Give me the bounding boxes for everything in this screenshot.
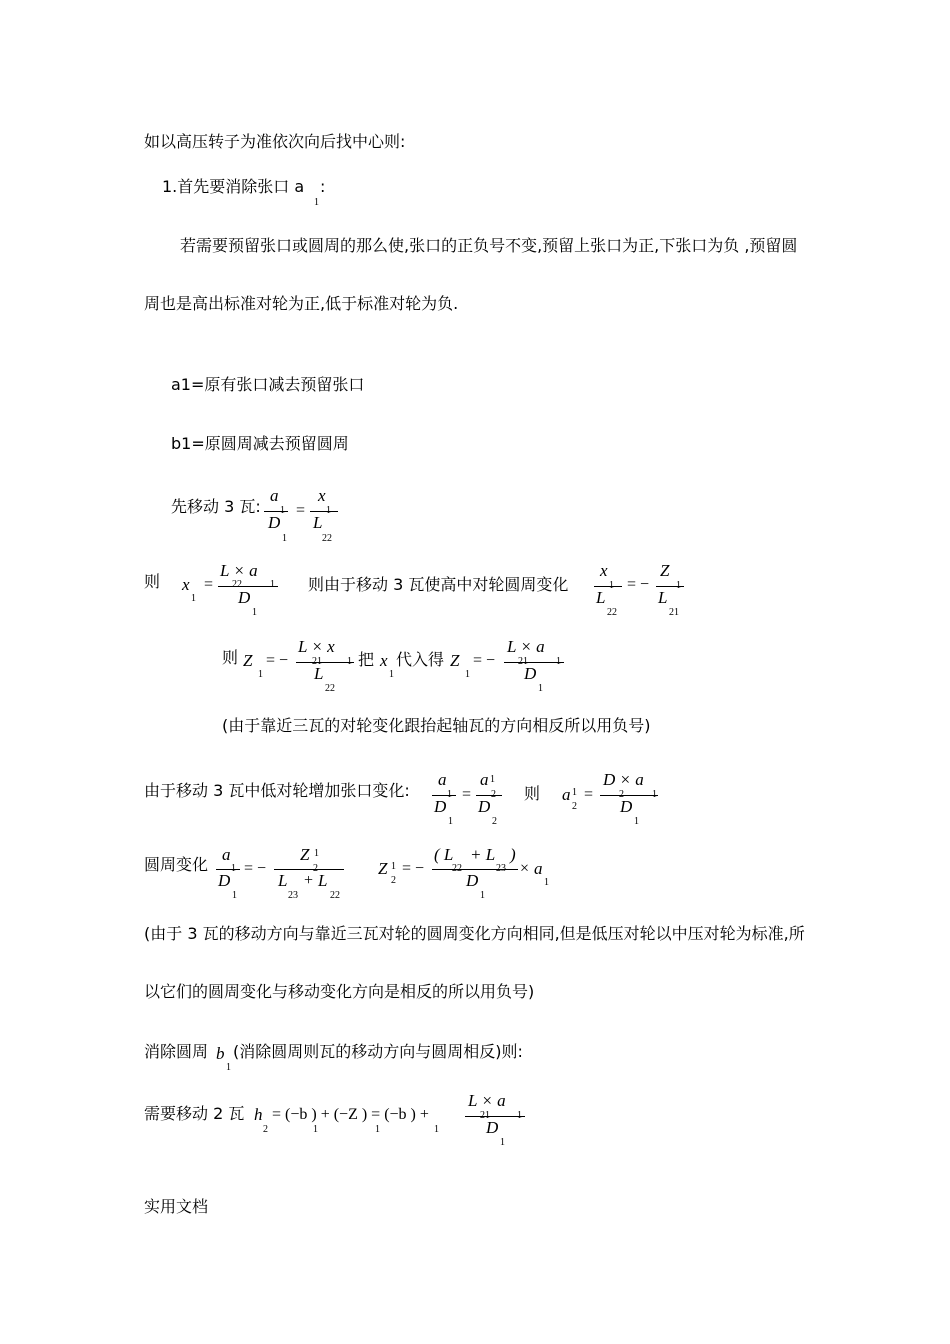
eq2-num: L × a — [220, 561, 258, 580]
eq1-den-D: D — [268, 513, 281, 532]
circumference-change-label: 圆周变化 — [144, 855, 209, 874]
then-label: 则 — [144, 572, 161, 591]
eq8-sub: 1 — [231, 863, 236, 874]
eq7-den-D: D — [620, 797, 633, 816]
eq1-sub: 1 — [280, 505, 285, 516]
eq3-sub: 1 — [676, 580, 681, 591]
fraction-bar — [432, 795, 456, 796]
fraction-bar — [264, 511, 288, 512]
eq9-sub: 1 — [391, 861, 396, 872]
eq6-den-D: D — [434, 797, 447, 816]
eq2-sub: 22 — [232, 579, 242, 590]
eq5-num: L × a — [507, 637, 545, 656]
eq4-sub: 1 — [258, 669, 263, 680]
eq5-sub: 1 — [556, 656, 561, 667]
fraction-bar — [218, 586, 278, 587]
eq3-den-L: L — [658, 588, 668, 607]
eq3-den-L: L — [596, 588, 606, 607]
eq6-den-D: D — [478, 797, 491, 816]
eq1-equals: = — [296, 502, 306, 519]
eq1-sub: 1 — [282, 533, 287, 544]
eq9-sub: 2 — [391, 875, 396, 886]
fraction-bar — [310, 511, 338, 512]
eq5-den-D: D — [524, 664, 537, 683]
then-label: 则 — [222, 648, 239, 667]
eq10-sub: 1 — [226, 1062, 231, 1073]
eq1-num-a: a — [270, 486, 279, 505]
footer: 实用文档 — [144, 1197, 209, 1216]
eq4-den-L: L — [314, 664, 324, 683]
step1-subscript: 1 — [314, 197, 319, 208]
eq1-sub: 1 — [326, 505, 331, 516]
eq11-sub: 1 — [517, 1110, 522, 1121]
eq5-Z: Z — [450, 651, 460, 670]
eq4-num: L × x — [298, 637, 335, 656]
eq7-sub: 2 — [619, 789, 624, 800]
eq4-sub: 1 — [347, 656, 352, 667]
sign-explanation: (由于靠近三瓦的对轮变化跟抬起轴瓦的方向相反所以用负号) — [222, 716, 651, 735]
eq9-den-D: D — [466, 871, 479, 890]
eq10-b: b — [216, 1044, 225, 1063]
eq11-sub: 1 — [313, 1124, 318, 1135]
move-bearing2-label: 需要移动 2 瓦 — [144, 1104, 245, 1123]
eq1-den-L: L — [313, 513, 323, 532]
eq2-sub: 1 — [191, 593, 196, 604]
eq8-den-L: L — [278, 871, 288, 890]
eq7-sub: 1 — [652, 789, 657, 800]
direction-explanation-1: (由于 3 瓦的移动方向与靠近三瓦对轮的圆周变化方向相同,但是低压对轮以中压对轮为标准,所 — [144, 924, 805, 943]
eq6-sub: 1 — [448, 816, 453, 827]
eq3-sub: 22 — [607, 607, 617, 618]
eq11-h: h — [254, 1105, 263, 1124]
eq2-x: x — [182, 575, 190, 594]
eliminate-circumference-text: (消除圆周则瓦的移动方向与圆周相反)则: — [233, 1042, 523, 1061]
eq9-Z: Z — [378, 859, 388, 878]
eq6-num-a2: a — [480, 770, 489, 789]
eq11-sub: 1 — [375, 1124, 380, 1135]
eq8-den-L2: L — [318, 871, 328, 890]
eq7-sub: 1 — [634, 816, 639, 827]
definition-b1: b1=原圆周减去预留圆周 — [171, 434, 349, 453]
eq7-sub: 1 — [572, 787, 577, 798]
fraction-bar — [296, 662, 354, 663]
eq11-num: L × a — [468, 1091, 506, 1110]
eq11-sub: 21 — [480, 1110, 490, 1121]
eq8-plus: + — [304, 872, 314, 889]
eq6-equals: = — [462, 786, 472, 803]
eq2-den-D: D — [238, 588, 251, 607]
fraction-bar — [594, 586, 622, 587]
eq6-sub: 2 — [492, 816, 497, 827]
eq6-sub: 1 — [447, 789, 452, 800]
eq7-sub: 2 — [572, 801, 577, 812]
eq4-Z: Z — [243, 651, 253, 670]
eq11-sub: 2 — [263, 1124, 268, 1135]
eq3-neg-equals: = − — [627, 576, 650, 593]
eq8-num-Z: Z — [300, 845, 310, 864]
move-bearing3-label: 先移动 3 瓦: — [171, 497, 261, 516]
substitute-result-text: 代入得 — [396, 650, 445, 669]
eq1-sub: 22 — [322, 533, 332, 544]
fraction-bar — [656, 586, 684, 587]
eliminate-circumference-label: 消除圆周 — [144, 1042, 209, 1061]
then-label: 则 — [524, 784, 541, 803]
eq3-sub: 21 — [669, 607, 679, 618]
eq2-equals: = — [204, 576, 214, 593]
eq8-sub: 2 — [313, 863, 318, 874]
eq9-num-b: + L — [470, 845, 496, 864]
eq4-sub: 22 — [325, 683, 335, 694]
eq8-neg-equals: = − — [244, 860, 267, 877]
fraction-bar — [476, 795, 502, 796]
eq9-num-a: ( L — [434, 845, 454, 864]
fraction-bar — [274, 869, 344, 870]
eq3-num-x: x — [600, 561, 608, 580]
eq4-sub: 21 — [312, 656, 322, 667]
eq8-sub: 23 — [288, 890, 298, 901]
eq7-num: D × a — [603, 770, 644, 789]
fraction-bar — [216, 869, 240, 870]
eq9-sub: 22 — [452, 863, 462, 874]
direction-explanation-2: 以它们的圆周变化与移动变化方向是相反的所以用负号) — [144, 982, 535, 1001]
eq11-sub: 1 — [500, 1137, 505, 1148]
eq8-num-a: a — [222, 845, 231, 864]
eq9-sub: 1 — [544, 877, 549, 888]
intro-line: 如以高压转子为准依次向后找中心则: — [144, 132, 406, 151]
eq7-a: a — [562, 785, 571, 804]
fraction-bar — [504, 662, 564, 663]
eq3-num-Z: Z — [660, 561, 670, 580]
eq2-sub: 1 — [270, 579, 275, 590]
fraction-bar — [465, 1116, 525, 1117]
paragraph-line-1: 若需要预留张口或圆周的那么使,张口的正负号不变,预留上张口为正,下张口为负 ,预留圆 — [180, 236, 798, 255]
eq9-a: a — [534, 859, 543, 878]
eq11-sub: 1 — [434, 1124, 439, 1135]
eq4-sub: 1 — [389, 669, 394, 680]
substitute-text: 把 — [358, 650, 375, 669]
eq5-sub: 1 — [538, 683, 543, 694]
gap-change-text: 由于移动 3 瓦中低对轮增加张口变化: — [144, 781, 410, 800]
eq4-eq-neg: = − — [266, 652, 289, 669]
eq8-den-D: D — [218, 871, 231, 890]
eq9-num-c: ) — [510, 845, 516, 864]
eq4-x: x — [380, 651, 388, 670]
eq6-sub: 2 — [491, 789, 496, 800]
fraction-bar — [432, 869, 518, 870]
eq9-eq-neg: = − — [402, 860, 425, 877]
eq8-sub: 22 — [330, 890, 340, 901]
circumference-change-text: 则由于移动 3 瓦使高中对轮圆周变化 — [308, 575, 569, 594]
eq6-num-a: a — [438, 770, 447, 789]
paragraph-line-2: 周也是高出标准对轮为正,低于标准对轮为负. — [144, 294, 459, 313]
eq11-expression: = (−b ) + (−Z ) = (−b ) + — [272, 1106, 429, 1123]
eq3-sub: 1 — [609, 580, 614, 591]
step1-colon: : — [320, 177, 326, 196]
fraction-bar — [600, 795, 658, 796]
eq5-sub: 1 — [465, 669, 470, 680]
eq11-den-D: D — [486, 1118, 499, 1137]
eq9-sub: 1 — [480, 890, 485, 901]
eq5-sub: 21 — [518, 656, 528, 667]
eq9-times: × — [520, 860, 530, 877]
step1-heading: 1.首先要消除张口 a — [162, 177, 305, 196]
eq1-num-x: x — [318, 486, 326, 505]
eq5-eq-neg: = − — [473, 652, 496, 669]
eq8-sub: 1 — [314, 848, 319, 859]
eq9-sub: 23 — [496, 863, 506, 874]
eq8-sub: 1 — [232, 890, 237, 901]
definition-a1: a1=原有张口减去预留张口 — [171, 375, 365, 394]
eq6-sub: 1 — [490, 774, 495, 785]
eq2-sub: 1 — [252, 607, 257, 618]
eq7-equals: = — [584, 786, 594, 803]
